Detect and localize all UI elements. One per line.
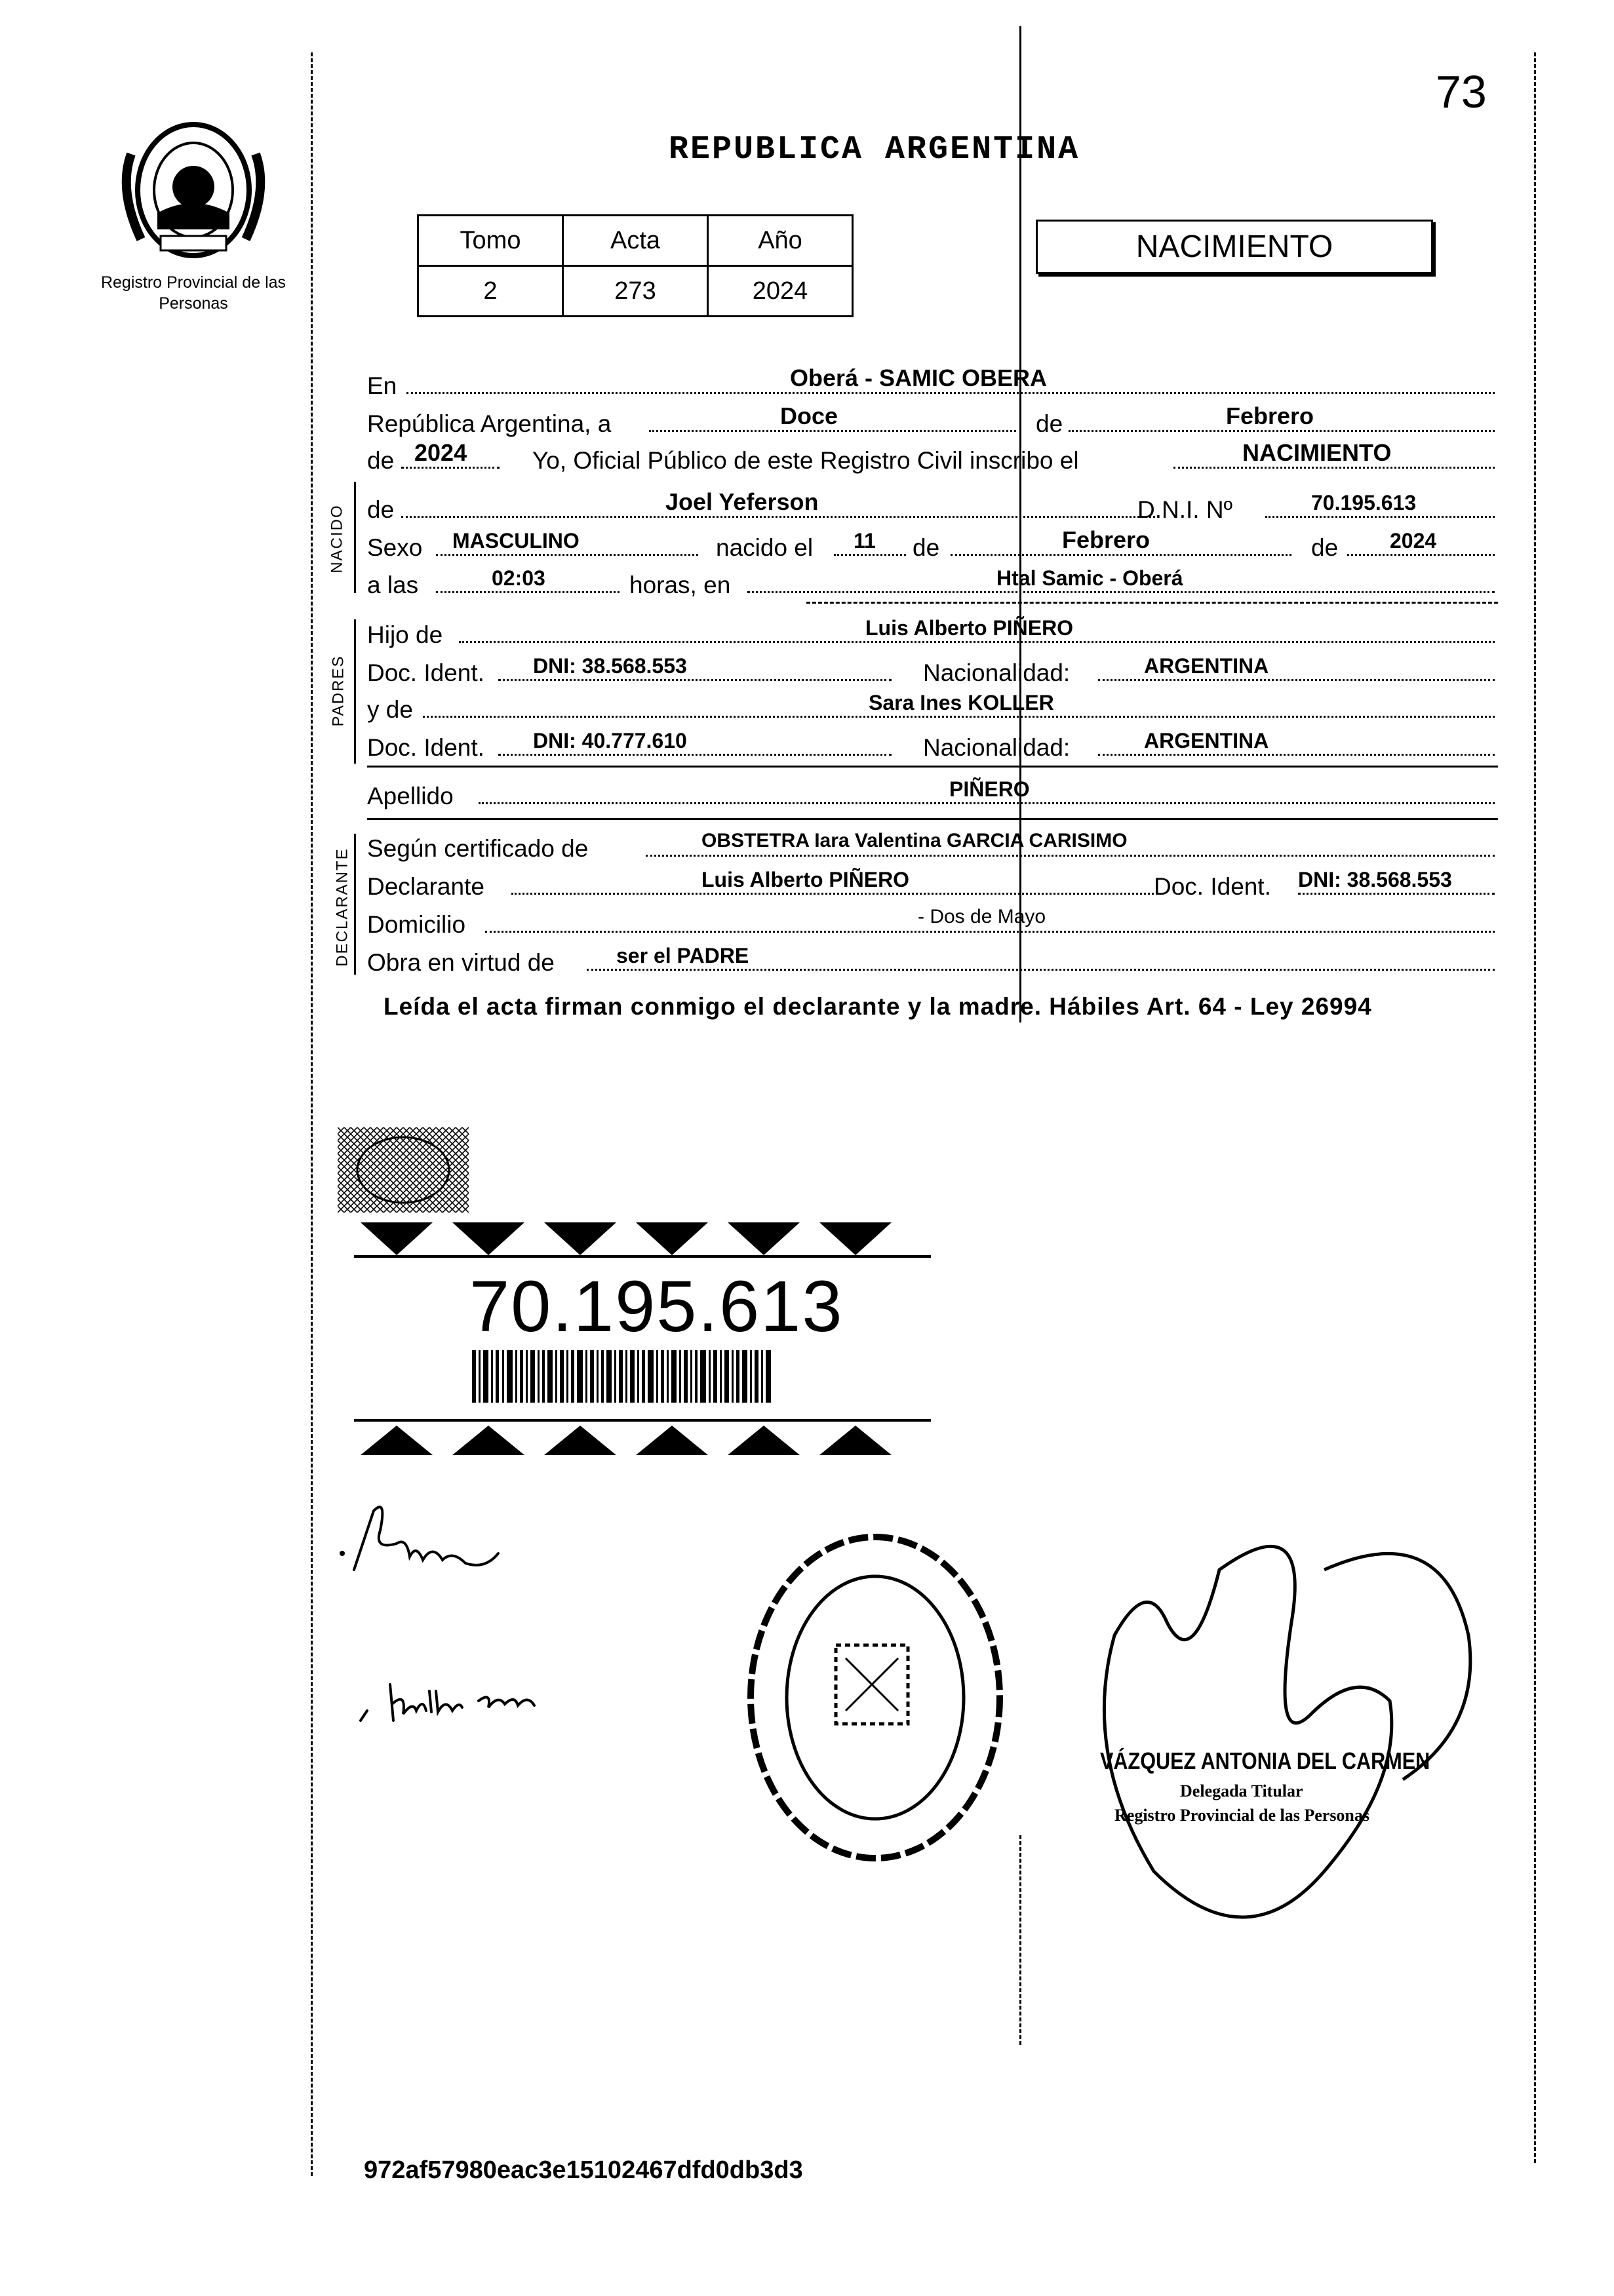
doc-label: Doc. Ident. [367, 734, 484, 761]
event-value: NACIMIENTO [1242, 439, 1392, 466]
nacionalidad-label: Nacionalidad: [923, 734, 1071, 761]
official-stamp-name: VÁZQUEZ ANTONIA DEL CARMEN [1100, 1747, 1430, 1774]
birth-month-value: Febrero [1062, 526, 1151, 553]
de-label: de [1036, 410, 1063, 437]
security-hologram [334, 1124, 472, 1216]
mother-doc-row [367, 726, 1495, 763]
nacionalidad-label: Nacionalidad: [923, 659, 1071, 686]
document-type-box: NACIMIENTO [1036, 220, 1433, 274]
de1-label: de [913, 534, 940, 561]
a-las-label: a las [367, 572, 419, 598]
mother-doc-value: DNI: 40.777.610 [533, 729, 687, 752]
tomo-value: 2 [418, 266, 563, 317]
certificate-value: OBSTETRA Iara Valentina GARCIA CARISIMO [701, 830, 1128, 851]
month-value: Febrero [1226, 402, 1314, 429]
segun-label: Según certificado de [367, 835, 589, 862]
record-date-row [367, 402, 1495, 439]
child-dni-value: 70.195.613 [1311, 491, 1417, 515]
father-row [367, 613, 1495, 650]
father-nationality-value: ARGENTINA [1144, 654, 1269, 678]
doc-label: Doc. Ident. [367, 659, 484, 686]
acta-value: 273 [563, 266, 708, 317]
domicilio-label: Domicilio [367, 911, 466, 938]
oficial-text: Yo, Oficial Público de este Registro Civil inscribo el [532, 447, 1079, 474]
mother-row [367, 688, 1495, 725]
ano-header: Año [708, 216, 853, 266]
birth-day-value: 11 [854, 529, 876, 553]
padres-section-label: PADRES [329, 655, 347, 727]
apellido-value: PIÑERO [949, 777, 1030, 801]
nacido-time-row [367, 564, 1495, 600]
official-stamp-office: Registro Provincial de las Personas [1114, 1806, 1370, 1825]
registry-label: Registro Provincial de las Personas [100, 273, 286, 313]
apellido-row [367, 775, 1495, 811]
horas-label: horas, en [629, 572, 731, 598]
section-divider [367, 818, 1498, 820]
dni-label: D.N.I. Nº [1137, 496, 1233, 523]
official-stamp-role: Delegada Titular [1180, 1781, 1303, 1800]
section-divider [806, 602, 1498, 604]
center-fold-line-lower [1019, 1835, 1021, 2045]
security-pattern-top [354, 1219, 931, 1258]
signature-koller [354, 1665, 570, 1730]
province-coat-of-arms-logo [118, 115, 269, 265]
en-label: En [367, 372, 397, 399]
declarant-doc-value: DNI: 38.568.553 [1298, 868, 1452, 891]
address-row [367, 903, 1495, 940]
year-value: 2024 [414, 439, 467, 466]
republica-label: República Argentina, a [367, 410, 612, 437]
left-margin-line [311, 52, 313, 2176]
child-name-value: Joel Yeferson [665, 488, 819, 515]
de-label: de [367, 496, 395, 523]
closing-text: Leída el acta firman conmigo el declarante y la madre. Hábiles Art. 64 - Ley 26994 [384, 993, 1372, 1020]
nacido-section-label: NACIDO [328, 504, 346, 574]
tomo-header: Tomo [418, 216, 563, 266]
address-value: - Dos de Mayo [918, 906, 1046, 927]
padres-bracket [354, 619, 356, 764]
security-pattern-bottom [354, 1419, 931, 1458]
certificate-row [367, 827, 1495, 864]
father-name-value: Luis Alberto PIÑERO [865, 616, 1074, 640]
republic-title: REPUBLICA ARGENTINA [669, 131, 1080, 168]
sexo-label: Sexo [367, 534, 423, 561]
birth-year-value: 2024 [1390, 529, 1437, 553]
de2-label: de [1311, 534, 1339, 561]
sex-value: MASCULINO [452, 529, 580, 553]
declarant-name-value: Luis Alberto PIÑERO [701, 868, 910, 891]
year-prefix-label: de [367, 447, 395, 474]
declarante-bracket [354, 834, 356, 975]
record-place-row [367, 364, 1495, 401]
reason-row [367, 941, 1495, 978]
father-doc-row [367, 652, 1495, 688]
barcode [472, 1350, 774, 1403]
mother-nationality-value: ARGENTINA [1144, 729, 1269, 752]
ano-value: 2024 [708, 266, 853, 317]
office-seal [738, 1527, 1013, 1868]
right-margin-line [1534, 52, 1536, 2163]
nacido-bracket [354, 482, 356, 593]
y-de-label: y de [367, 696, 413, 723]
signature-pinero [334, 1498, 511, 1589]
declarante-section-label: DECLARANTE [333, 847, 351, 967]
declarant-row [367, 865, 1495, 902]
nacido-birth-row [367, 526, 1495, 563]
nacido-label: nacido el [716, 534, 814, 561]
nacido-name-row [367, 488, 1495, 525]
declarante-label: Declarante [367, 873, 484, 900]
record-event-row [367, 439, 1495, 476]
birth-place-value: Htal Samic - Oberá [996, 566, 1183, 590]
acta-header: Acta [563, 216, 708, 266]
reason-value: ser el PADRE [616, 944, 749, 967]
father-doc-value: DNI: 38.568.553 [533, 654, 687, 678]
page-number: 73 [1436, 66, 1487, 117]
mother-name-value: Sara Ines KOLLER [869, 691, 1054, 714]
apellido-label: Apellido [367, 783, 454, 809]
place-value: Oberá - SAMIC OBERA [790, 364, 1048, 391]
barcode-number: 70.195.613 [469, 1266, 844, 1347]
document-hash: 972af57980eac3e15102467dfd0db3d3 [364, 2156, 803, 2184]
birth-time-value: 02:03 [492, 566, 545, 590]
declarant-doc-label: Doc. Ident. [1154, 873, 1271, 900]
section-divider [367, 766, 1498, 768]
day-word-value: Doce [780, 402, 838, 429]
acta-table [417, 214, 854, 317]
obra-label: Obra en virtud de [367, 949, 555, 976]
official-signature [1075, 1504, 1482, 1937]
hijo-label: Hijo de [367, 621, 443, 648]
